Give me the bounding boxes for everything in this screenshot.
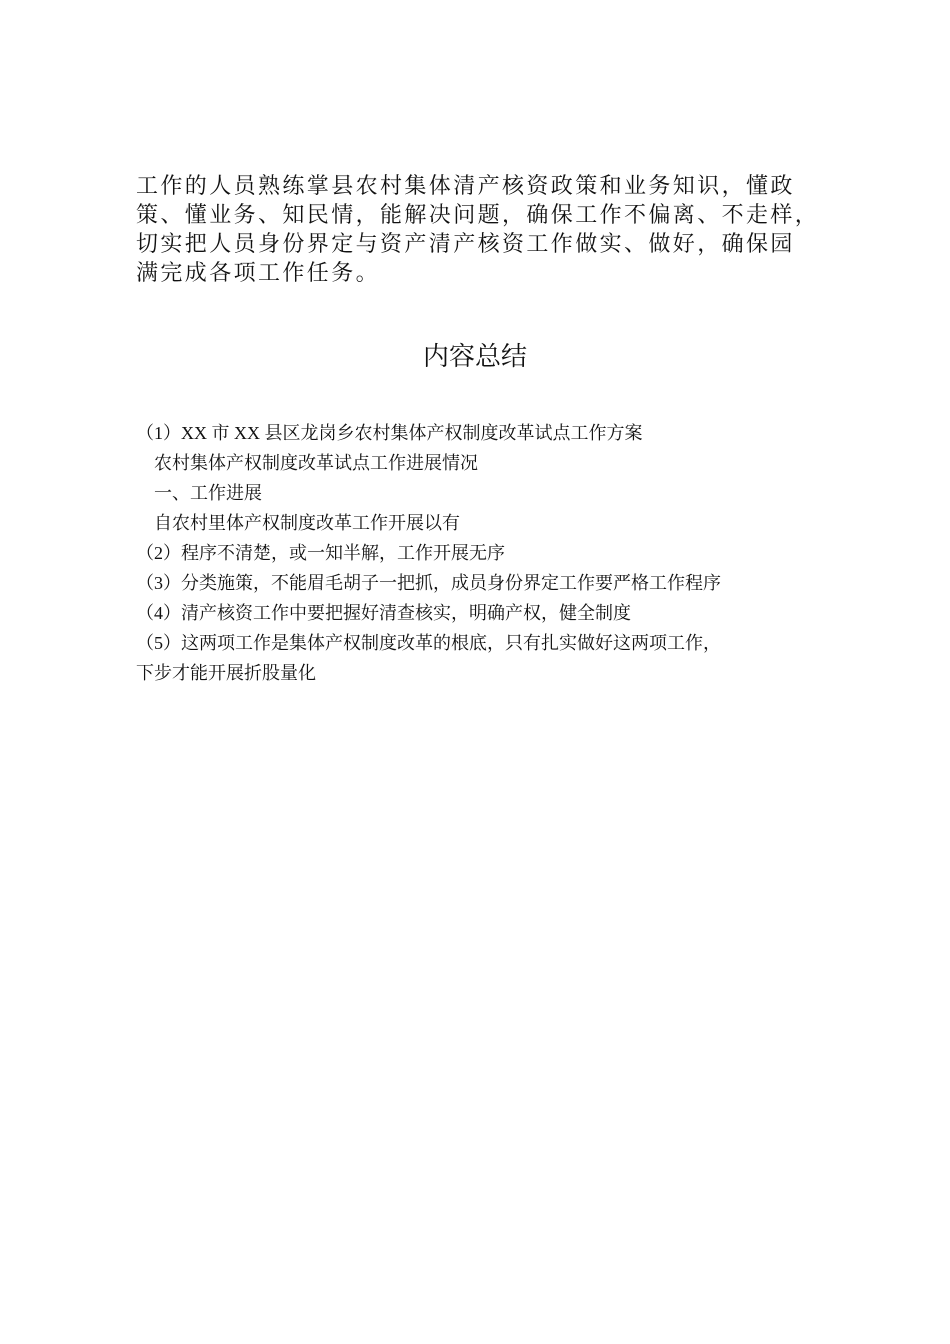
- paragraph-line: 切实把人员身份界定与资产清产核资工作做实、做好，确保园: [136, 232, 795, 257]
- summary-item: 下步才能开展折股量化: [136, 663, 316, 683]
- paragraph-line: 工作的人员熟练掌县农村集体清产核资政策和业务知识，懂政: [136, 174, 795, 199]
- summary-item: （3）分类施策，不能眉毛胡子一把抓，成员身份界定工作要严格工作程序: [136, 573, 721, 593]
- summary-list: [136, 418, 836, 688]
- paragraph-line: 满完成各项工作任务。: [136, 261, 381, 286]
- summary-item: （5）这两项工作是集体产权制度改革的根底，只有扎实做好这两项工作，: [136, 633, 721, 653]
- paragraph-line: 策、懂业务、知民情，能解决问题，确保工作不偏离、不走样，: [136, 203, 820, 228]
- summary-item: （1）XX 市 XX 县区龙岗乡农村集体产权制度改革试点工作方案: [136, 423, 643, 443]
- body-paragraph: [136, 172, 836, 288]
- summary-title: 内容总结: [422, 342, 527, 372]
- summary-item: （2）程序不清楚，或一知半解，工作开展无序: [136, 543, 505, 563]
- summary-item: 农村集体产权制度改革试点工作进展情况: [154, 453, 478, 473]
- summary-item: 一、工作进展: [154, 483, 262, 503]
- summary-item: 自农村里体产权制度改革工作开展以有: [154, 513, 460, 533]
- summary-item: （4）清产核资工作中要把握好清查核实，明确产权，健全制度: [136, 603, 631, 623]
